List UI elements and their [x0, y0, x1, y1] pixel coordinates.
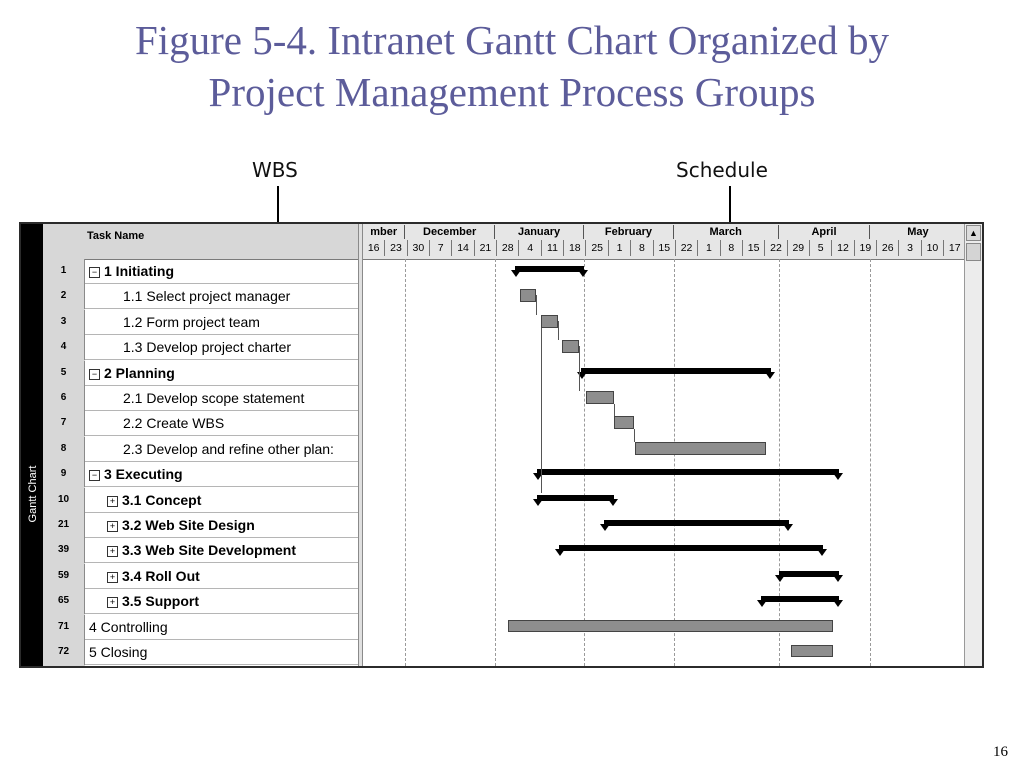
timescale-day: 26 [877, 240, 899, 256]
dependency-link [558, 321, 559, 340]
task-name-text: 1.2 Form project team [123, 313, 260, 330]
task-name-text: 5 Closing [89, 644, 148, 660]
collapse-icon[interactable]: − [89, 470, 100, 481]
task-bar[interactable] [508, 620, 833, 632]
dependency-link [541, 328, 542, 493]
task-name-cell[interactable] [107, 564, 200, 589]
pane-splitter[interactable] [358, 224, 363, 666]
expand-icon[interactable]: + [107, 546, 118, 557]
task-row-id: 39 [43, 538, 85, 563]
task-row-id: 71 [43, 615, 85, 640]
task-row[interactable] [43, 411, 361, 436]
expand-icon[interactable]: + [107, 521, 118, 532]
schedule-annotation: Schedule [676, 158, 768, 182]
task-row[interactable] [43, 361, 361, 386]
summary-task-bar[interactable] [604, 520, 789, 526]
task-row[interactable] [43, 437, 361, 462]
task-row-id: 59 [43, 564, 85, 589]
task-row-id: 10 [43, 488, 85, 513]
timescale-month: March [674, 225, 779, 239]
task-row-id: 5 [43, 361, 85, 386]
task-bar[interactable] [541, 315, 558, 328]
task-name-cell[interactable] [123, 411, 224, 436]
task-row-id: 4 [43, 335, 85, 360]
task-row[interactable] [43, 589, 361, 614]
timescale-day: 30 [408, 240, 430, 256]
task-row[interactable] [43, 310, 361, 335]
expand-icon[interactable]: + [107, 597, 118, 608]
task-name-cell[interactable] [89, 361, 175, 386]
timescale-day: 22 [765, 240, 787, 256]
gantt-chart-window [19, 222, 984, 668]
task-row[interactable] [43, 513, 361, 538]
summary-task-bar[interactable] [761, 596, 839, 602]
task-row-id: 21 [43, 513, 85, 538]
task-row[interactable] [43, 615, 361, 640]
summary-task-bar[interactable] [581, 368, 771, 374]
task-row[interactable] [43, 538, 361, 563]
task-name-text: 2.3 Develop and refine other plan: [123, 440, 334, 457]
task-row-id: 6 [43, 386, 85, 411]
scroll-thumb[interactable] [966, 243, 981, 261]
month-gridline [674, 259, 675, 666]
dependency-link [536, 295, 537, 314]
task-name-cell[interactable] [123, 386, 304, 411]
wbs-annotation: WBS [252, 158, 298, 182]
task-name-text: 2.1 Develop scope statement [123, 390, 305, 406]
task-row-id: 72 [43, 640, 85, 665]
task-name-text: 2 Planning [104, 364, 175, 381]
timescale-month: January [495, 225, 584, 239]
task-name-cell[interactable] [89, 615, 168, 640]
summary-task-bar[interactable] [537, 469, 839, 475]
task-name-cell[interactable] [123, 437, 334, 462]
timescale-day: 16 [363, 240, 385, 256]
dependency-link [579, 346, 580, 391]
summary-task-bar[interactable] [559, 545, 823, 551]
scroll-up-icon[interactable]: ▲ [966, 225, 981, 241]
task-name-cell[interactable] [89, 640, 147, 665]
timescale-day: 14 [452, 240, 474, 256]
task-row-id: 8 [43, 437, 85, 462]
task-name-text: 1.3 Develop project charter [123, 339, 292, 356]
collapse-icon[interactable]: − [89, 267, 100, 278]
timescale-day: 15 [743, 240, 765, 256]
task-row[interactable] [43, 284, 361, 309]
timescale-month: February [584, 225, 673, 239]
expand-icon[interactable]: + [107, 572, 118, 583]
timescale-day: 15 [654, 240, 676, 256]
task-name-text: 3.1 Concept [122, 491, 202, 508]
title-line-1: Figure 5-4. Intranet Gantt Chart Organized by [134, 17, 890, 63]
task-row-id: 9 [43, 462, 85, 487]
timescale-day: 12 [832, 240, 854, 256]
task-name-cell[interactable] [123, 310, 260, 335]
task-bar[interactable] [520, 289, 536, 302]
task-name-text: 2.2 Create WBS [123, 415, 225, 432]
task-name-cell[interactable] [89, 259, 174, 284]
month-gridline [584, 259, 585, 666]
gantt-view-label [21, 224, 43, 666]
slide-number: 16 [993, 744, 1008, 760]
timescale-day: 17 [944, 240, 966, 256]
vertical-scrollbar[interactable] [964, 224, 983, 666]
timescale-month: April [779, 225, 871, 239]
timescale-day: 4 [519, 240, 541, 256]
task-name-cell[interactable] [123, 335, 291, 360]
timescale-day: 1 [609, 240, 631, 256]
task-row-id: 7 [43, 411, 85, 436]
task-name-text: 3.3 Web Site Development [122, 542, 297, 559]
task-row-id: 65 [43, 589, 85, 614]
task-name-cell[interactable] [107, 488, 201, 513]
task-row[interactable] [43, 335, 361, 360]
task-name-text: 3.4 Roll Out [122, 567, 200, 584]
month-gridline [495, 259, 496, 666]
timescale-day: 18 [564, 240, 586, 256]
summary-task-bar[interactable] [779, 571, 839, 577]
task-bar[interactable] [614, 416, 634, 429]
task-name-text: 3.5 Support [122, 593, 200, 610]
task-row[interactable] [43, 386, 361, 411]
timescale-day: 11 [542, 240, 564, 256]
dependency-link [614, 404, 615, 416]
task-name-cell[interactable] [107, 538, 296, 563]
timescale-day: 22 [676, 240, 698, 256]
task-bar[interactable] [791, 645, 833, 657]
task-name-text: 3 Executing [104, 466, 183, 483]
timescale-day: 21 [475, 240, 497, 256]
task-name-text: 1.1 Select project manager [123, 288, 291, 305]
timescale-day: 25 [587, 240, 609, 256]
month-gridline [779, 259, 780, 666]
task-name-text: 4 Controlling [89, 618, 168, 635]
timescale-day: 8 [721, 240, 743, 256]
slide-title [0, 14, 1024, 118]
timescale-day: 29 [788, 240, 810, 256]
summary-task-bar[interactable] [537, 495, 614, 501]
task-row-id: 3 [43, 310, 85, 335]
timescale-month: mber [363, 225, 405, 239]
task-name-cell[interactable] [123, 284, 290, 309]
task-bar[interactable] [562, 340, 579, 353]
task-name-header[interactable]: Task Name [87, 230, 145, 242]
task-name-text: 1 Initiating [104, 263, 174, 279]
timescale-day: 10 [922, 240, 944, 256]
task-row[interactable] [43, 462, 361, 487]
task-row[interactable] [43, 564, 361, 589]
timescale-day: 23 [385, 240, 407, 256]
task-name-text: 3.2 Web Site Design [122, 517, 255, 533]
task-row-id: 1 [43, 259, 85, 284]
task-name-cell[interactable] [107, 589, 199, 614]
dependency-link [634, 429, 635, 441]
collapse-icon[interactable]: − [89, 369, 100, 380]
task-name-cell[interactable] [89, 462, 183, 487]
task-row[interactable] [43, 259, 361, 284]
task-row-id: 2 [43, 284, 85, 309]
timescale-day: 28 [497, 240, 519, 256]
task-row[interactable] [43, 640, 361, 665]
month-gridline [405, 259, 406, 666]
title-line-2: Project Management Process Groups [208, 69, 816, 115]
timescale-header [363, 224, 964, 260]
timescale-month: December [405, 225, 494, 239]
timescale-day: 3 [899, 240, 921, 256]
timescale-month: May [870, 225, 966, 239]
task-name-cell[interactable] [107, 513, 255, 538]
timescale-day: 8 [631, 240, 653, 256]
summary-task-bar[interactable] [515, 266, 584, 272]
task-row[interactable] [43, 488, 361, 513]
month-gridline [870, 259, 871, 666]
gantt-view-label-text: Gantt Chart [27, 465, 39, 523]
task-bar[interactable] [635, 442, 766, 455]
expand-icon[interactable]: + [107, 496, 118, 507]
timescale-day: 19 [855, 240, 877, 256]
timescale-day: 5 [810, 240, 832, 256]
timescale-day: 7 [430, 240, 452, 256]
timescale-day: 1 [698, 240, 720, 256]
task-bar[interactable] [586, 391, 614, 404]
